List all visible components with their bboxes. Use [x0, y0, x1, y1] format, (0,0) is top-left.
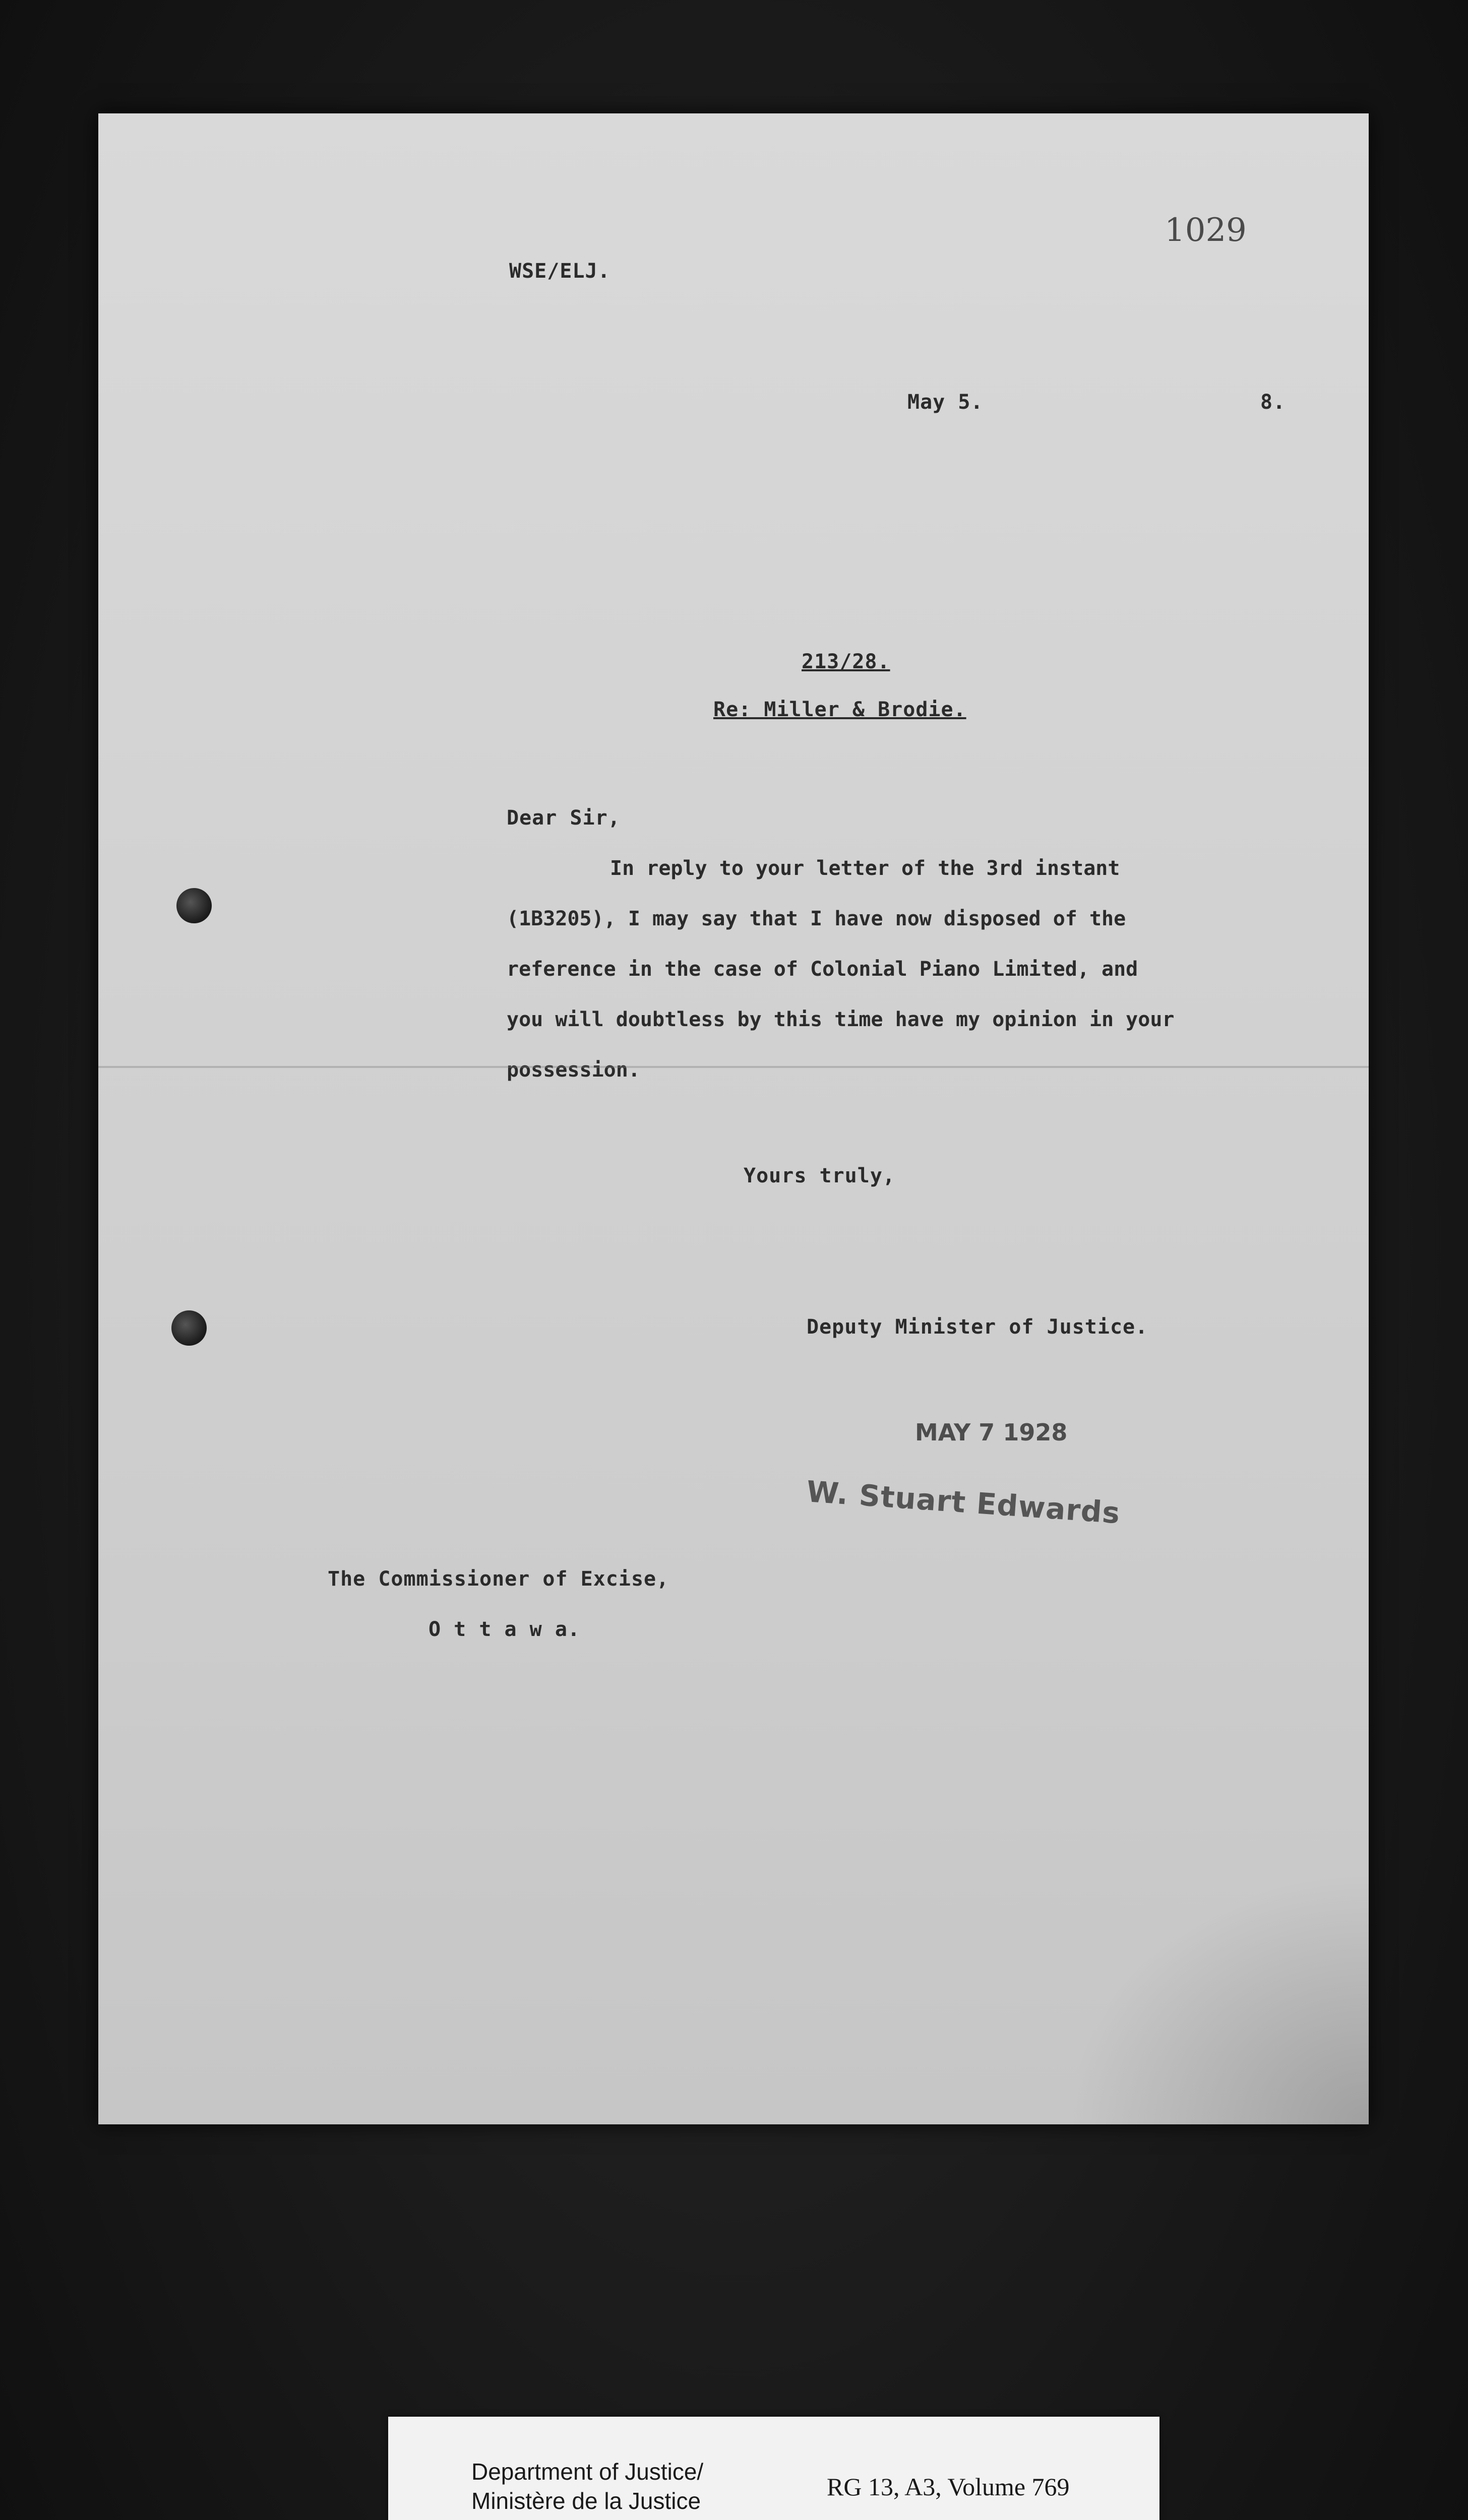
- page-shading: [1066, 1872, 1369, 2124]
- recipient-title: The Commissioner of Excise,: [328, 1567, 669, 1591]
- signatory-title: Deputy Minister of Justice.: [807, 1315, 1148, 1339]
- handwritten-file-number: 1029: [1165, 212, 1247, 249]
- body-line: possession.: [507, 1058, 640, 1082]
- letter-date: May 5.: [907, 391, 984, 414]
- recipient-city: O t t a w a.: [429, 1618, 580, 1641]
- salutation: Dear Sir,: [507, 806, 621, 830]
- file-reference: 213/28.: [802, 650, 890, 673]
- body-line: you will doubtless by this time have my opinion in your: [507, 1008, 1175, 1031]
- department-name-en: Department of Justice/: [471, 2459, 704, 2485]
- body-line: In reply to your letter of the 3rd instant: [610, 857, 1120, 880]
- department-name-fr: Ministère de la Justice: [471, 2488, 701, 2514]
- body-line: (1B3205), I may say that I have now disposed of the: [507, 907, 1126, 930]
- punch-hole: [171, 1310, 207, 1346]
- subject-line: Re: Miller & Brodie.: [713, 698, 966, 721]
- department-name: [471, 2457, 703, 2515]
- department-label: [388, 2417, 1159, 2520]
- closing: Yours truly,: [744, 1164, 895, 1187]
- letter-page: [98, 113, 1369, 2124]
- letter-date-year: 8.: [1260, 391, 1286, 414]
- body-line: reference in the case of Colonial Piano Limited, and: [507, 958, 1138, 981]
- signature-stamp: W. Stuart Edwards: [805, 1474, 1122, 1531]
- punch-hole: [176, 888, 212, 923]
- record-group-reference: RG 13, A3, Volume 769: [827, 2473, 1070, 2501]
- reference-initials: WSE/ELJ.: [509, 260, 610, 283]
- date-stamp: MAY 7 1928: [915, 1419, 1068, 1446]
